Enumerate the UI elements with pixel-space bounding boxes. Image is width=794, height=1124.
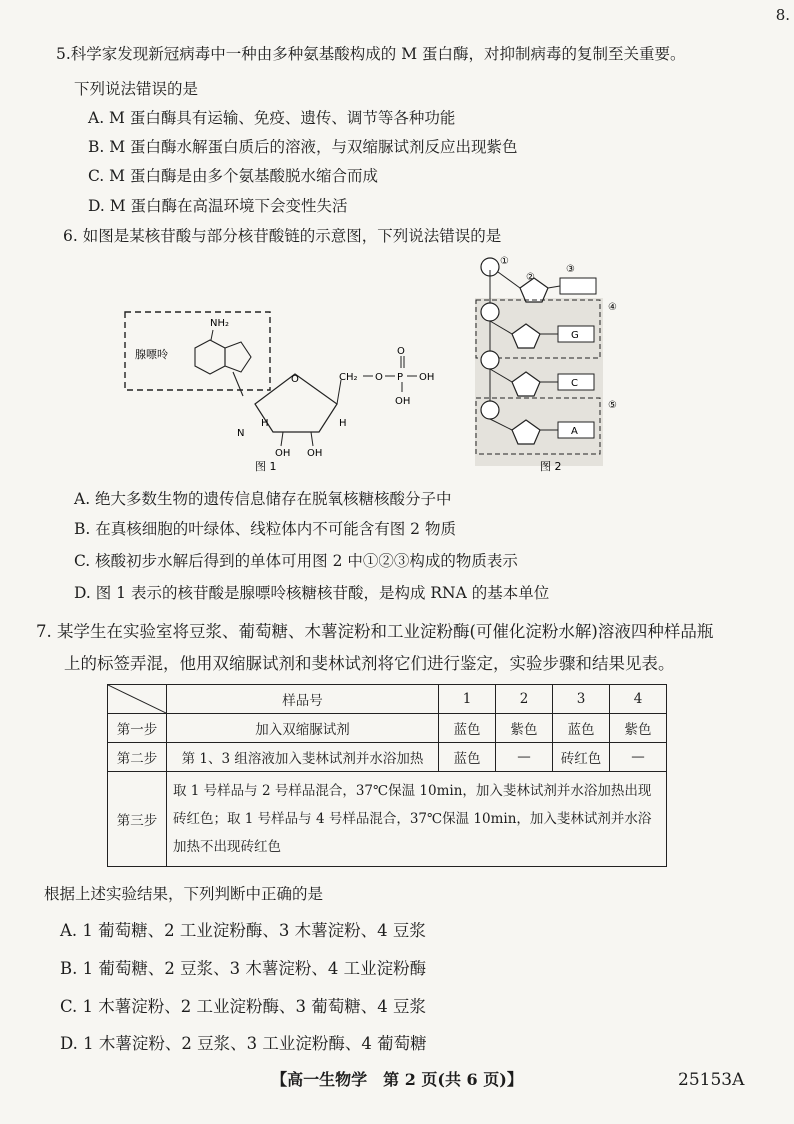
figure-1-nucleotide bbox=[115, 300, 455, 475]
figure-2-nucleotide-chain bbox=[470, 250, 645, 475]
figure-1-caption: 图 1 bbox=[255, 460, 277, 473]
header-col-1: 1 bbox=[439, 685, 496, 714]
header-col-3: 3 bbox=[553, 685, 610, 714]
q5-sub: 下列说法错误的是 bbox=[74, 80, 199, 98]
q7-option-a: A. 1 葡萄糖、2 工业淀粉酶、3 木薯淀粉、4 豆浆 bbox=[60, 921, 426, 940]
marker-2: ② bbox=[526, 272, 535, 283]
row-2-desc: 第 1、3 组溶液加入斐林试剂并水浴加热 bbox=[167, 743, 439, 772]
q7-stem-line-1: 7. 某学生在实验室将豆浆、葡萄糖、木薯淀粉和工业淀粉酶(可催化淀粉水解)溶液四种样品瓶 bbox=[36, 622, 714, 641]
row-1-cell-2: 紫色 bbox=[496, 714, 553, 743]
table-header-row bbox=[108, 685, 667, 714]
row-1-cell-1: 蓝色 bbox=[439, 714, 496, 743]
q5-option-d: D. M 蛋白酶在高温环境下会变性失活 bbox=[88, 197, 348, 215]
diagonal-header-cell bbox=[108, 685, 167, 714]
experiment-table bbox=[107, 684, 667, 867]
table-row bbox=[108, 714, 667, 743]
q7-option-d: D. 1 木薯淀粉、2 豆浆、3 工业淀粉酶、4 葡萄糖 bbox=[60, 1034, 427, 1053]
q5-stem: 5.科学家发现新冠病毒中一种由多种氨基酸构成的 M 蛋白酶，对抑制病毒的复制至关重要。 bbox=[56, 45, 686, 63]
header-sample-label: 样品号 bbox=[167, 685, 439, 714]
row-2-cell-2: — bbox=[496, 743, 553, 772]
row-2-cell-3: 砖红色 bbox=[553, 743, 610, 772]
corner-page-mark: 8. bbox=[775, 6, 790, 24]
row-1-cell-3: 蓝色 bbox=[553, 714, 610, 743]
table-row bbox=[108, 743, 667, 772]
diagonal-line bbox=[108, 685, 166, 713]
q7-option-b: B. 1 葡萄糖、2 豆浆、3 木薯淀粉、4 工业淀粉酶 bbox=[60, 959, 427, 978]
phosphate-4 bbox=[481, 401, 499, 419]
figure-2-caption: 图 2 bbox=[540, 460, 562, 473]
nh2-label: NH₂ bbox=[210, 318, 230, 329]
base-a-label: A bbox=[571, 426, 578, 437]
oh-label-3prime: OH bbox=[307, 448, 323, 459]
marker-5: ⑤ bbox=[608, 400, 617, 411]
n-label: N bbox=[237, 428, 245, 439]
base-box-3 bbox=[560, 278, 596, 294]
ch2-label: CH₂ bbox=[339, 372, 358, 383]
p-oh-label-2: OH bbox=[395, 396, 411, 407]
q7-stem-line-2: 上的标签弄混，他用双缩脲试剂和斐林试剂将它们进行鉴定，实验步骤和结果见表。 bbox=[64, 654, 675, 673]
header-col-4: 4 bbox=[610, 685, 667, 714]
adenine-label: 腺嘌呤 bbox=[135, 348, 168, 361]
row-2-step: 第二步 bbox=[108, 743, 167, 772]
oh-label-2prime: OH bbox=[275, 448, 291, 459]
header-col-2: 2 bbox=[496, 685, 553, 714]
row-1-desc: 加入双缩脲试剂 bbox=[167, 714, 439, 743]
marker-1: ① bbox=[500, 256, 509, 267]
phosphate-3 bbox=[481, 351, 499, 369]
q6-option-c: C. 核酸初步水解后得到的单体可用图 2 中①②③构成的物质表示 bbox=[74, 552, 518, 570]
q5-option-b: B. M 蛋白酶水解蛋白质后的溶液，与双缩脲试剂反应出现紫色 bbox=[88, 138, 518, 156]
q6-option-a: A. 绝大多数生物的遗传信息储存在脱氧核糖核酸分子中 bbox=[74, 490, 452, 508]
marker-4: ④ bbox=[608, 302, 617, 313]
row-3-step: 第三步 bbox=[108, 772, 167, 867]
purine-six-ring bbox=[195, 340, 225, 374]
q5-option-a: A. M 蛋白酶具有运输、免疫、遗传、调节等各种功能 bbox=[88, 109, 456, 127]
h-label-1: H bbox=[261, 418, 269, 429]
q6-option-b: B. 在真核细胞的叶绿体、线粒体内不可能含有图 2 物质 bbox=[74, 520, 456, 538]
row-1-step: 第一步 bbox=[108, 714, 167, 743]
q7-option-c: C. 1 木薯淀粉、2 工业淀粉酶、3 葡萄糖、4 豆浆 bbox=[60, 997, 426, 1016]
exam-code: 25153A bbox=[678, 1070, 745, 1090]
q6-option-d: D. 图 1 表示的核苷酸是腺嘌呤核糖核苷酸，是构成 RNA 的基本单位 bbox=[74, 584, 550, 602]
q6-stem: 6. 如图是某核苷酸与部分核苷酸链的示意图，下列说法错误的是 bbox=[63, 227, 502, 245]
phosphate-2 bbox=[481, 303, 499, 321]
marker-3: ③ bbox=[566, 264, 575, 275]
q7-sub: 根据上述实验结果，下列判断中正确的是 bbox=[44, 885, 324, 903]
base-c-label: C bbox=[571, 378, 578, 389]
page-footer: 【高一生物学 第 2 页(共 6 页)】 bbox=[271, 1070, 523, 1089]
p-oh-label-1: OH bbox=[419, 372, 435, 383]
p-label: P bbox=[397, 372, 404, 383]
row-2-cell-1: 蓝色 bbox=[439, 743, 496, 772]
table-row bbox=[108, 772, 667, 867]
p-double-o-label: O bbox=[397, 346, 405, 357]
base-g-label: G bbox=[571, 330, 579, 341]
row-2-cell-4: — bbox=[610, 743, 667, 772]
row-3-desc: 取 1 号样品与 2 号样品混合，37℃保温 10min，加入斐林试剂并水浴加热出现砖红色；取 1 号样品与 4 号样品混合，37℃保温 10min，加入斐林试剂并水浴加热不出现砖红色 bbox=[167, 772, 667, 867]
o-link-label: O bbox=[375, 372, 383, 383]
row-1-cell-4: 紫色 bbox=[610, 714, 667, 743]
ring-o-label: O bbox=[291, 374, 299, 385]
q5-option-c: C. M 蛋白酶是由多个氨基酸脱水缩合而成 bbox=[88, 167, 378, 185]
purine-five-ring bbox=[225, 342, 251, 372]
h-label-2: H bbox=[339, 418, 347, 429]
